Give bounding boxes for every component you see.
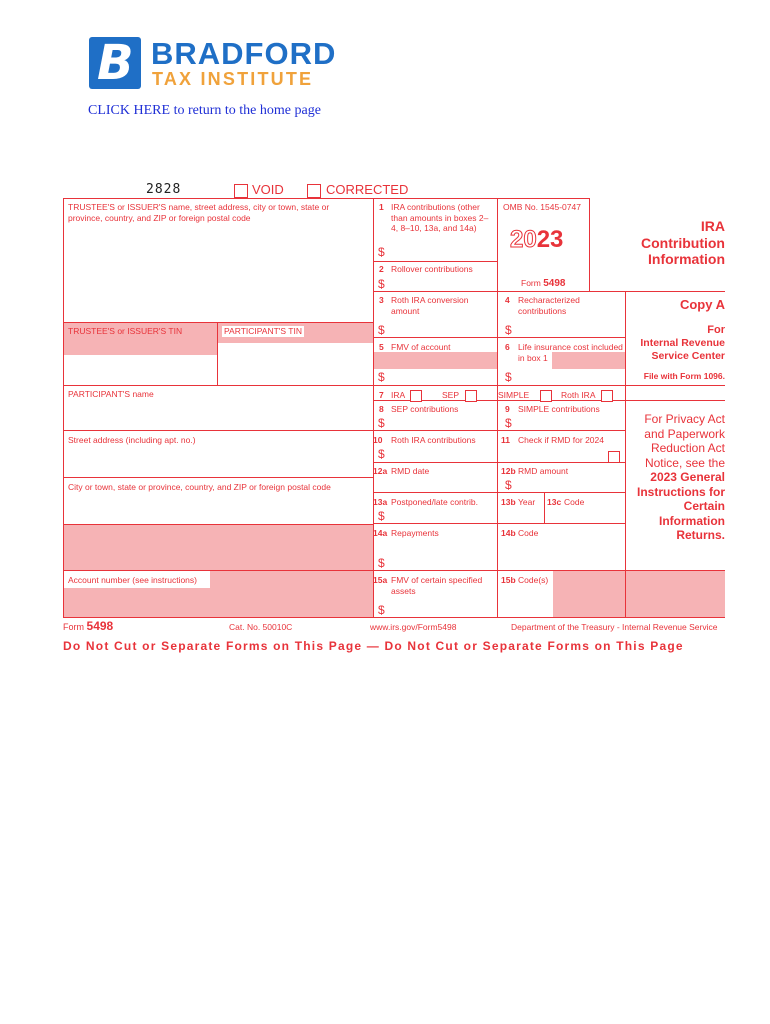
box12b-dollar: $ (505, 478, 512, 492)
box5-label: FMV of account (391, 342, 451, 352)
tax-year-outline: 20 (510, 226, 537, 253)
box7-roth-checkbox[interactable] (601, 387, 613, 405)
box1-num: 1 (379, 202, 384, 212)
trustee-input[interactable] (64, 225, 372, 321)
box12b-label: RMD amount (518, 466, 569, 476)
home-link-line (88, 103, 321, 119)
box3-label: Roth IRA conversion amount (391, 295, 469, 316)
box8-num: 8 (379, 404, 384, 414)
grid-line (63, 430, 625, 431)
tax-year-solid: 23 (536, 226, 564, 253)
box2-label: Rollover contributions (391, 264, 473, 274)
box7-sep-checkbox[interactable] (465, 387, 477, 405)
grid-line (373, 291, 725, 292)
logo-mark: B (89, 37, 141, 89)
box5-num: 5 (379, 342, 384, 352)
grid-line (63, 524, 373, 525)
box14a-label: Repayments (391, 528, 439, 538)
grid-line (373, 492, 625, 493)
grid-line (373, 261, 497, 262)
participant-name-input[interactable] (64, 400, 372, 429)
box7-ira-label: IRA (391, 390, 406, 400)
box11-num: 11 (501, 435, 510, 445)
box14a-num: 14a (373, 528, 388, 538)
box2-dollar: $ (378, 277, 385, 291)
box7-roth-label: Roth IRA (561, 390, 596, 400)
box7-sep-label: SEP (442, 390, 460, 400)
box13a-dollar: $ (378, 509, 385, 523)
box3-dollar: $ (378, 323, 385, 337)
form-number-mid: Form 5498 (521, 278, 566, 289)
home-link[interactable]: CLICK HERE (88, 103, 171, 118)
box9-dollar: $ (505, 416, 512, 430)
box15a-num: 15a (373, 575, 388, 585)
void-label: VOID (252, 182, 284, 197)
box1-label: IRA contributions (other than amounts in boxes 2–4, 8–10, 13a, and 14a) (391, 202, 489, 233)
box4-label: Recharacterized contributions (518, 295, 580, 316)
box15b-shade-b (625, 571, 725, 617)
box12b-num: 12b (501, 466, 516, 476)
box8-dollar: $ (378, 416, 385, 430)
grid-line (625, 400, 725, 401)
account-label: Account number (see instructions) (68, 575, 197, 585)
copy-label: Copy A (679, 297, 725, 312)
box15a-dollar: $ (378, 603, 385, 617)
box14a-dollar: $ (378, 556, 385, 570)
box11-checkbox[interactable] (608, 448, 620, 466)
box5-dollar: $ (378, 370, 385, 384)
box13b-label: Year (518, 497, 536, 507)
grid-line (589, 198, 590, 291)
form-title: IRA Contribution Information (641, 218, 725, 267)
left-lower-shade (63, 524, 373, 571)
box13b-num: 13b (501, 497, 516, 507)
trustee-label: TRUSTEE'S or ISSUER'S name, street address, city or town, state or province, country, and ZIP or foreign postal code (68, 202, 330, 223)
cat-number: Cat. No. 50010C (229, 622, 293, 632)
box15b-label: Code(s) (518, 575, 549, 585)
street-input[interactable] (64, 446, 372, 476)
logo-line1: BRADFORD (151, 36, 337, 71)
grid-line (373, 337, 625, 338)
box12a-label: RMD date (391, 466, 430, 476)
grid-line (373, 198, 374, 617)
for-label: For (707, 324, 725, 336)
trustee-tin-label: TRUSTEE'S or ISSUER'S TIN (68, 326, 183, 336)
city-label: City or town, state or province, country, and ZIP or foreign postal code (68, 482, 331, 492)
box15a-label: FMV of certain specified assets (391, 575, 483, 596)
box9-label: SIMPLE contributions (518, 404, 600, 414)
box7-simple-checkbox[interactable] (540, 387, 552, 405)
box15b-shade-a (553, 571, 625, 617)
box6-label: Life insurance cost included in box 1 (518, 342, 623, 363)
grid-line (544, 492, 545, 523)
participant-tin-label: PARTICIPANT'S TIN (224, 326, 302, 336)
home-link-rest: to return to the home page (170, 103, 321, 118)
irs-website: www.irs.gov/Form5498 (370, 622, 457, 632)
box4-dollar: $ (505, 323, 512, 337)
account-shade (210, 571, 373, 588)
box13c-label: Code (564, 497, 585, 507)
box3-num: 3 (379, 295, 384, 305)
account-shade-2 (63, 588, 373, 617)
street-label: Street address (including apt. no.) (68, 435, 196, 445)
grid-line (63, 198, 589, 199)
city-input[interactable] (64, 493, 372, 523)
box5-shade (373, 352, 497, 369)
box7-simple-label: SIMPLE (498, 390, 530, 400)
box14b-num: 14b (501, 528, 516, 538)
omb-number: OMB No. 1545-0747 (503, 202, 581, 212)
irs-center: Internal Revenue Service Center (640, 337, 725, 362)
grid-line (63, 617, 725, 618)
box1-dollar: $ (378, 245, 385, 259)
box13c-num: 13c (547, 497, 562, 507)
do-not-cut-banner: Do Not Cut or Separate Forms on This Page — Do Not Cut or Separate Forms on This Page (63, 639, 684, 653)
tax-year (510, 226, 563, 254)
participant-name-label: PARTICIPANT'S name (68, 389, 154, 399)
box11-label: Check if RMD for 2024 (518, 435, 604, 445)
box15b-num: 15b (501, 575, 516, 585)
form-code: 2828 (146, 182, 182, 197)
box6-num: 6 (505, 342, 510, 352)
box9-num: 9 (505, 404, 510, 414)
box10-label: Roth IRA contributions (391, 435, 476, 445)
grid-line (63, 477, 373, 478)
grid-line (497, 291, 498, 617)
box14b-label: Code (518, 528, 539, 538)
grid-line (63, 322, 373, 323)
box7-ira-checkbox[interactable] (410, 387, 422, 405)
grid-line (497, 198, 498, 291)
grid-line (217, 322, 218, 385)
logo-line2: TAX INSTITUTE (152, 69, 314, 89)
box10-dollar: $ (378, 447, 385, 461)
brand-logo (89, 37, 339, 91)
box7-num: 7 (379, 390, 384, 400)
grid-line (373, 462, 625, 463)
box13a-num: 13a (373, 497, 388, 507)
box12a-num: 12a (373, 466, 388, 476)
box8-label: SEP contributions (391, 404, 459, 414)
file-with: File with Form 1096. (643, 371, 725, 381)
box2-num: 2 (379, 264, 384, 274)
box4-num: 4 (505, 295, 510, 305)
box10-num: 10 (373, 435, 383, 445)
footer-form: Form 5498 (63, 619, 114, 633)
privacy-notice: For Privacy Act and Paperwork Reduction Act Notice, see the 2023 General Instructions for Certain Information Returns. (636, 412, 725, 542)
department: Department of the Treasury - Internal Revenue Service (511, 622, 718, 632)
corrected-label: CORRECTED (326, 182, 409, 197)
grid-line (373, 523, 625, 524)
grid-line (625, 291, 626, 617)
box13a-label: Postponed/late contrib. (391, 497, 478, 507)
box6-dollar: $ (505, 370, 512, 384)
